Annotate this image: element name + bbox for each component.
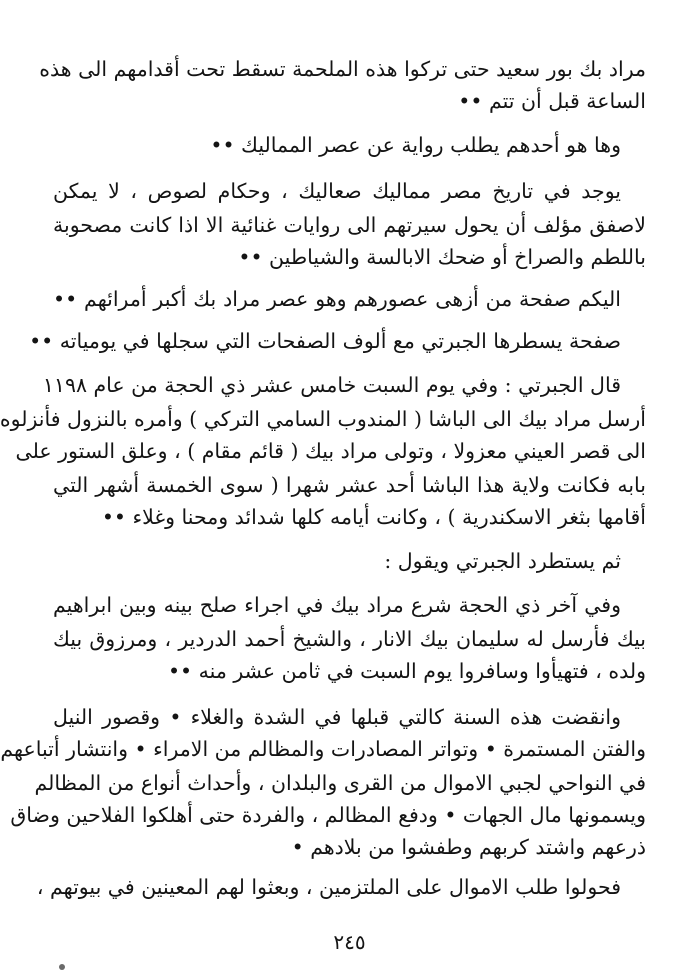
text-line: اليكم صفحة من أزهى عصورهم وهو عصر مراد بك أكبر أمرائهم •• xyxy=(53,287,621,311)
text-line: أقامها بثغر الاسكندرية ) ، وكانت أيامه كلها شدائد ومحنا وغلاء •• xyxy=(101,505,646,529)
text-line: الساعة قبل أن تتم •• xyxy=(458,89,646,113)
text-line: أرسل مراد بيك الى الباشا ( المندوب السامي التركي ) وأمره بالنزول فأنزلوه xyxy=(0,407,646,431)
text-line: باللطم والصراخ أو ضحك الابالسة والشياطين •• xyxy=(238,245,646,269)
page-number: ٢٤٥ xyxy=(333,930,366,954)
text-line: صفحة يسطرها الجبرتي مع ألوف الصفحات التي سجلها في يومياته •• xyxy=(29,329,621,353)
text-line: يوجد في تاريخ مصر مماليك صعاليك ، وحكام لصوص ، لا يمكن xyxy=(53,179,621,203)
text-line: وفي آخر ذي الحجة شرع مراد بيك في اجراء صلح بينه وبين ابراهيم xyxy=(53,593,621,617)
text-line: بيك فأرسل له سليمان بيك الانار ، والشيخ أحمد الدردير ، ومرزوق بيك xyxy=(53,627,646,651)
text-line: ثم يستطرد الجبرتي ويقول : xyxy=(384,549,621,573)
text-line: بابه فكانت ولاية هذا الباشا أحد عشر شهرا ( سوى الخمسة أشهر التي xyxy=(53,473,646,497)
text-line: ذرعهم واشتد كربهم وطفشوا من بلادهم • xyxy=(291,835,646,859)
text-line: قال الجبرتي : وفي يوم السبت خامس عشر ذي الحجة من عام ١١٩٨ xyxy=(42,373,621,397)
text-line: ولده ، فتهيأوا وسافروا يوم السبت في ثامن عشر منه •• xyxy=(167,659,646,683)
text-line: مراد بك بور سعيد حتى تركوا هذه الملحمة تسقط تحت أقدامهم الى هذه xyxy=(39,57,646,81)
text-line: الى قصر العيني معزولا ، وتولى مراد بيك ( قائم مقام ) ، وعلق الستور على xyxy=(15,439,646,463)
text-line: فحولوا طلب الاموال على الملتزمين ، وبعثوا لهم المعينين في بيوتهم ، xyxy=(36,875,621,899)
text-line: وها هو أحدهم يطلب رواية عن عصر المماليك •• xyxy=(210,133,621,157)
text-line: ويسمونها مال الجهات • ودفع المظالم ، والفردة حتى أهلكوا الفلاحين وضاق xyxy=(10,803,646,827)
text-line: في النواحي لجبي الاموال من القرى والبلدان ، وأحداث أنواع من المظالم xyxy=(34,771,646,795)
scan-speck xyxy=(59,964,65,970)
text-line: والفتن المستمرة • وتواتر المصادرات والمظالم من الامراء • وانتشار أتباعهم xyxy=(0,737,646,761)
text-line: لاصفق مؤلف أن يحول سيرتهم الى روايات غنائية الا اذا كانت مصحوبة xyxy=(53,213,646,237)
text-line: وانقضت هذه السنة كالتي قبلها في الشدة والغلاء • وقصور النيل xyxy=(53,705,621,729)
